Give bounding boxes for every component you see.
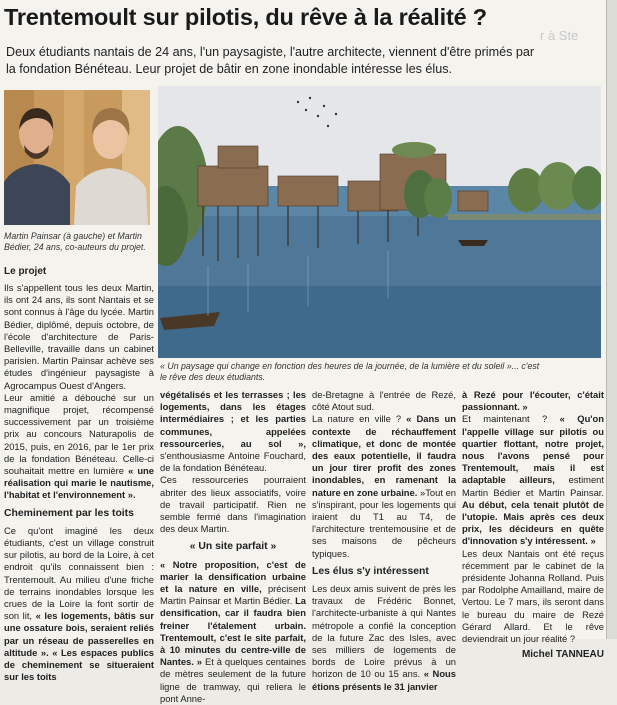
text-run: La nature en ville ? [312, 413, 402, 425]
subheading: « Un site parfait » [189, 541, 277, 553]
article-title: Trentemoult sur pilotis, du rêve à la réalité ? [4, 4, 487, 30]
subheading: Les élus s'y intéressent [312, 565, 429, 577]
text-run: Ce qu'ont imaginé les deux étudiants, c'est un village construit sur pilotis, au bord de la Loire, à cet endroit qu'ils connaissent bien : Trentemoult. Au milieu d'une friche de terrains inondables lorsque les crues de la Loire la font sortir de son lit, [4, 524, 154, 622]
paragraph: à Rezé pour l'écouter, c'était passionnant. » [462, 389, 604, 413]
article-column-1 [4, 282, 154, 684]
paragraph [160, 389, 306, 474]
quote-run: Au début, cela tenait plutôt de l'utopie. Mais après ces deux prix, les décideurs en quête d'innovation s'y intéressent. » [462, 498, 604, 547]
portrait-photo [4, 90, 150, 225]
project-illustration [158, 86, 601, 358]
text-run: estiment Martin Bédier et Martin Painsar. [462, 474, 604, 498]
text-run: Et maintenant ? [462, 413, 548, 425]
quote-run: « Qu'on l'appelle village sur pilotis ou quartier flottant, notre projet, nous l'avons pensé pour Trentemoult, mais il est adaptable ailleurs, [462, 413, 604, 486]
portrait-caption: Martin Painsar (à gauche) et Martin Bédier, 24 ans, co-auteurs du projet. [4, 231, 146, 252]
paragraph: Les deux Nantais ont été reçus récemment par le cabinet de la présidente Johanna Rolland. Puis par Rodolphe Amailland, maire de Vertou. Le 7 mars, ils seront dans le bureau du maire de Rezé Gérard Allard. Et le rêve deviendrait un jour réalité ? [462, 547, 604, 645]
floating-village-render [158, 86, 601, 358]
ghost-bleed-text: r à Ste [540, 28, 579, 43]
quote-run: « une réalisation qui marie le nautisme, l'habitat et l'environnement ». [4, 465, 154, 501]
text-run: Et à quelques centaines de mètres seulement de la future ligne de tramway, qui reliera le pont Anne- [160, 656, 306, 704]
quote-run: « Notre proposition, c'est de marier la densification urbaine et la nature en ville, [160, 558, 306, 595]
subheading: Cheminement par les toits [4, 507, 134, 519]
section-kicker: Le projet [4, 266, 47, 277]
paragraph [462, 413, 604, 547]
paragraph [4, 525, 154, 684]
text-run: s'enthousiasme Antoine Fouchard, de la fondation Bénéteau. [160, 450, 306, 474]
quote-run: « Nous étions présents le 31 janvier [312, 668, 456, 692]
quote-run: « Dans un contexte de réchauffement climatique, et donc de montée des eaux potentielle, il faudra un jour tirer profit des zones inondables, en ramenant la nature en zone urbaine. [312, 413, 456, 498]
text-run: Leur amitié a débouché sur un magnifique projet, récompensé successivement par un troisième prix au concours Naturapolis de 2015, puis, en 2016, par le 1er prix de la fondation Bénéteau. Celle-ci souhaitait mettre en lumière [4, 391, 154, 477]
text-run: précisent Martin Painsar et Martin Bédier. [160, 583, 307, 607]
page-edge [606, 0, 617, 639]
quote-run: végétalisés et les terrasses ; les logements, dans les étages intermédiaires ; et les parties communes, appelées ressourceries, au sol », [160, 389, 306, 449]
paragraph: Ils s'appellent tous les deux Martin, ils ont 24 ans, ils sont Nantais et se sont connus à l'âge du lycée. Martin Bédier, diplômé, depuis octobre, de l'école d'architecture de Paris-Belleville, travaille dans un cabinet parisien. Martin Painsar achève ses études d'ingénieur paysagiste à Agrocampus Ouest d'Angers. [4, 282, 154, 391]
author-signature: Michel TANNEAU [521, 649, 604, 661]
quote-run: « les logements, bâtis sur une ossature bois, seraient reliés par un réseau de passerelles en altitude ». « Les espaces publics de cheminement se situeraient sur les toits [4, 610, 155, 683]
quote-run: La densification, car il faudra bien freiner l'étalement urbain. Trentemoult, c'est le site parfait, à 10 minutes du centre-ville de Nantes. » [160, 595, 307, 668]
illustration-caption: « Un paysage qui change en fonction des heures de la journée, de la lumière et du soleil »... c'est le rêve des deux étudiants. [160, 361, 540, 382]
text-run: Les deux amis suivent de près les travaux de Frédéric Bonnet, l'architecte-urbaniste à qui Nantes métropole a confié la conception de la future Zac des Isles, avec ses milliers de logements de bords de Loire prévus à un horizon de 10 ou 15 ans. [312, 583, 456, 680]
paragraph [160, 559, 306, 705]
article-column-4 [462, 389, 604, 661]
portrait-illustration [4, 90, 150, 225]
text-run: »Tout en s'inspirant, pour les logements qui iraient du T1 au T4, de l'architecture trentemousine et de ses maisons de pêcheurs typiques. [312, 486, 457, 559]
paragraph [4, 392, 154, 502]
paragraph [312, 413, 456, 559]
article-lead: Deux étudiants nantais de 24 ans, l'un paysagiste, l'autre architecte, viennent d'être primés par la fondation Bénéteau. Leur projet de bâtir en zone inondable intéresse les élus. [6, 45, 535, 76]
article-column-3 [312, 389, 456, 693]
article-column-2 [160, 389, 306, 705]
paragraph: de-Bretagne à l'entrée de Rezé, côté Atout sud. [312, 389, 456, 413]
paragraph [312, 583, 456, 693]
paragraph: Ces ressourceries pourraient abriter des lieux associatifs, voire de travail participatif. Rien ne semble fermé dans l'imagination des deux Martin. [160, 474, 306, 535]
